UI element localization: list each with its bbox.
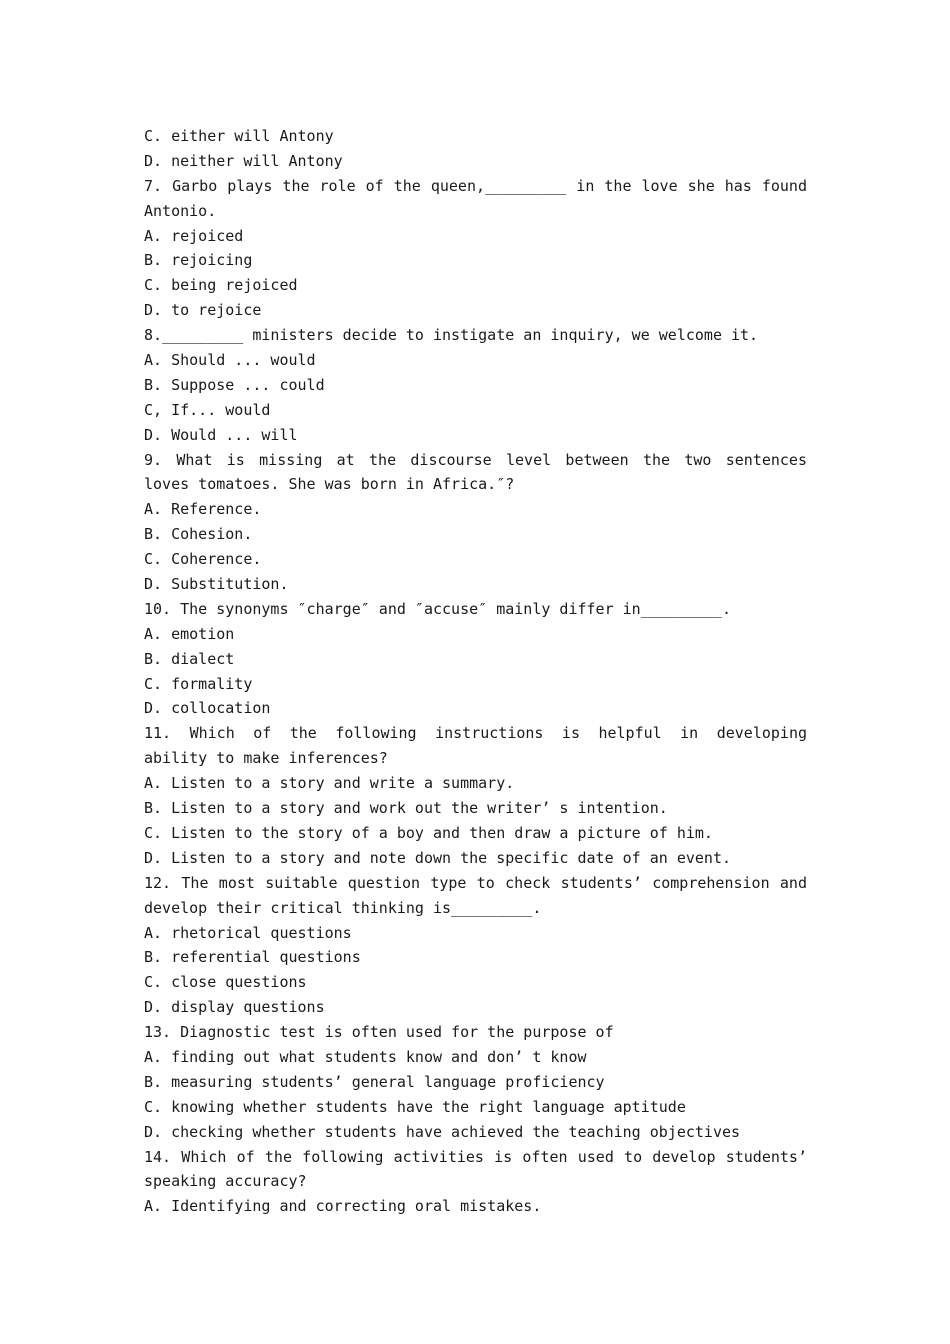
- option-a: A. rejoiced: [144, 226, 244, 245]
- question-8-stem: 8._________ ministers decide to instigate an inquiry, we welcome it.: [144, 326, 759, 345]
- question-13-stem: 13. Diagnostic test is often used for the purpose of: [144, 1023, 614, 1042]
- question-10-stem: 10. The synonyms ″charge″ and ″accuse″ mainly differ in_________.: [144, 599, 731, 618]
- option-b: B. rejoicing: [144, 251, 253, 270]
- option-a: A. Reference.: [144, 500, 262, 519]
- question-9-stem: 9. What is missing at the discourse level between the two sentences: [144, 450, 807, 469]
- option-d: D. display questions: [144, 998, 325, 1017]
- option-a: A. Listen to a story and write a summary.: [144, 774, 515, 793]
- question-9-stem-continued: loves tomatoes. She was born in Africa.″?: [144, 475, 515, 494]
- option-c: C. Listen to the story of a boy and then draw a picture of him.: [144, 823, 713, 842]
- question-14-stem-continued: speaking accuracy?: [144, 1172, 307, 1191]
- question-14-stem: 14. Which of the following activities is often used to develop students’: [144, 1147, 807, 1166]
- question-7-stem-continued: Antonio.: [144, 201, 217, 220]
- option-a: A. emotion: [144, 624, 235, 643]
- option-b: B. Listen to a story and work out the writer’ s intention.: [144, 799, 668, 818]
- option-b: B. referential questions: [144, 948, 361, 967]
- question-12-stem: 12. The most suitable question type to check students’ comprehension and: [144, 873, 807, 892]
- document-page: [144, 124, 807, 1219]
- option-c: C. either will Antony: [144, 127, 334, 145]
- question-12-stem-continued: develop their critical thinking is_________.: [144, 898, 542, 917]
- option-c: C. formality: [144, 674, 253, 693]
- question-11-stem: 11. Which of the following instructions is helpful in developing: [144, 724, 807, 743]
- option-d: D. Listen to a story and note down the specific date of an event.: [144, 848, 731, 867]
- question-7-stem: 7. Garbo plays the role of the queen,_________ in the love she has found: [144, 176, 807, 195]
- option-d: D. collocation: [144, 699, 271, 718]
- option-d: D. checking whether students have achieved the teaching objectives: [144, 1122, 741, 1141]
- option-c: C. Coherence.: [144, 550, 262, 569]
- option-b: B. dialect: [144, 649, 235, 668]
- option-c: C. knowing whether students have the right language aptitude: [144, 1097, 686, 1116]
- option-d: D. Substitution.: [144, 575, 289, 594]
- option-a: A. finding out what students know and don’ t know: [144, 1047, 587, 1066]
- option-a: A. Should ... would: [144, 351, 316, 370]
- option-c: C. close questions: [144, 973, 307, 992]
- option-a: A. rhetorical questions: [144, 923, 352, 942]
- option-a: A. Identifying and correcting oral mistakes.: [144, 1197, 542, 1216]
- option-d: D. neither will Antony: [144, 151, 343, 170]
- option-d: D. to rejoice: [144, 301, 262, 320]
- option-c: C. being rejoiced: [144, 276, 298, 295]
- option-b: B. Suppose ... could: [144, 375, 325, 394]
- option-b: B. measuring students’ general language proficiency: [144, 1072, 605, 1091]
- option-c: C, If... would: [144, 400, 271, 419]
- option-d: D. Would ... will: [144, 425, 298, 444]
- question-11-stem-continued: ability to make inferences?: [144, 749, 388, 768]
- option-b: B. Cohesion.: [144, 525, 253, 544]
